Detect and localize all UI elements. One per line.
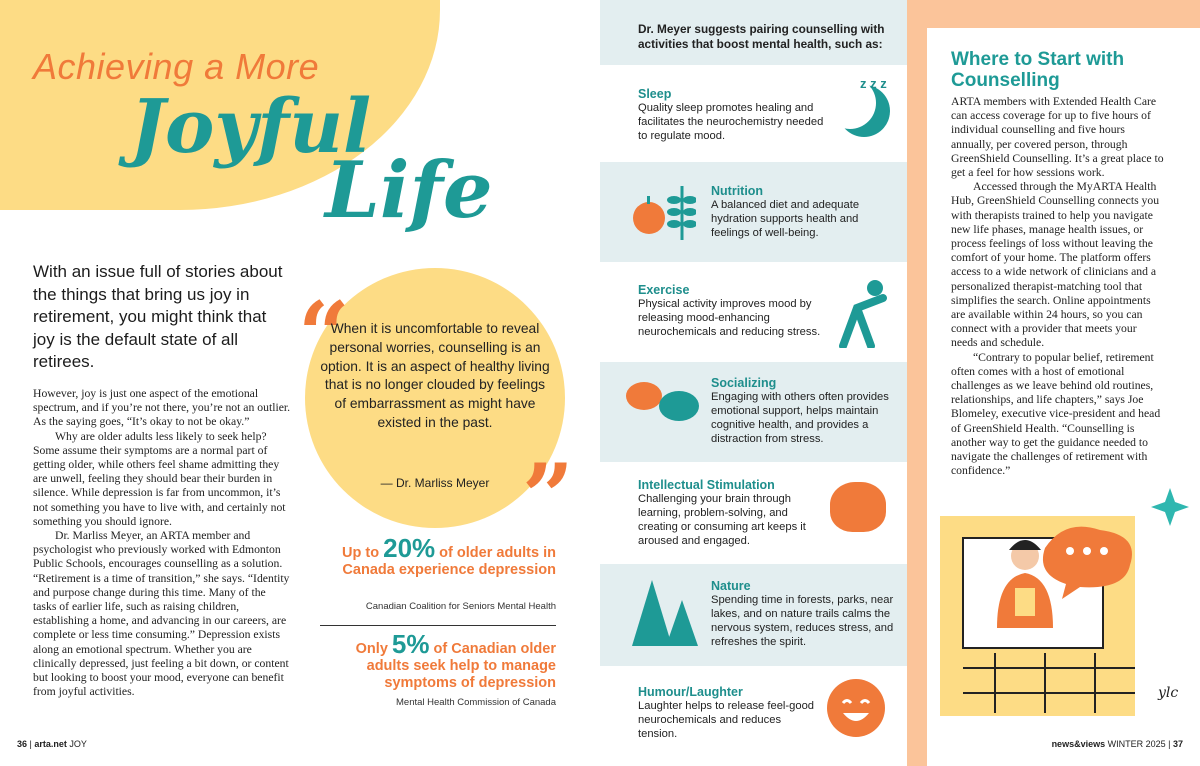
activity-nature bbox=[711, 579, 896, 649]
activity-title: Exercise bbox=[638, 283, 690, 297]
title-line-3: Life bbox=[325, 145, 493, 236]
moon-icon bbox=[838, 85, 890, 137]
paragraph: ARTA members with Extended Health Care can access coverage for up to five hours of individual counselling and five hours annually, per covered person, through GreenShield Counselling. It’s a great place to get a feel for how sessions work. bbox=[951, 95, 1164, 180]
activity-title: Sleep bbox=[638, 87, 672, 101]
sidebar-title: Where to Start with Counselling bbox=[951, 49, 1125, 91]
title-line-2: Joyful bbox=[130, 84, 372, 170]
activity-text: Spending time in forests, parks, near lakes, and on nature trails calms the nervous system, reduces stress, and refreshes the spirit. bbox=[711, 594, 894, 648]
sidebar-body bbox=[951, 95, 1166, 478]
smiley-icon bbox=[826, 678, 886, 743]
activity-title: Socializing bbox=[711, 376, 777, 390]
activity-intellectual-stimulation bbox=[638, 478, 818, 548]
footer-issue: WINTER 2025 bbox=[1107, 739, 1166, 749]
footer-site: arta.net bbox=[34, 739, 67, 749]
activity-sleep bbox=[638, 87, 828, 143]
zzz-icon: z z z bbox=[860, 76, 887, 91]
title-line-1: Achieving a More bbox=[33, 46, 320, 87]
activity-text: Engaging with others often provides emotional support, helps maintain cognitive health, and provides a distraction from stress. bbox=[711, 391, 889, 445]
activity-socializing bbox=[711, 376, 896, 446]
activity-exercise bbox=[638, 283, 833, 339]
apple-wheat-icon bbox=[632, 178, 696, 242]
stat-number: 5% bbox=[391, 629, 430, 659]
stat-pre: Only bbox=[355, 641, 392, 657]
activity-title: Humour/Laughter bbox=[638, 685, 743, 699]
stat-source: Canadian Coalition for Seniors Mental Health bbox=[365, 601, 556, 612]
stat-pre: Up to bbox=[342, 545, 384, 561]
activities-intro: Dr. Meyer suggests pairing counselling with activities that boost mental health, such as: bbox=[638, 22, 885, 51]
close-quote-icon: ” bbox=[522, 444, 574, 550]
paragraph: Accessed through the MyARTA Health Hub, GreenShield Counselling connects you with therapists trained to help you navigate new life phases, manage health issues, or process feelings of loss without leaving the comfort of your home. The platform offers access to a wide network of clinicians and a personalized therapist-matching tool that simplifies the search. Online appointments are available within 24 hours, so you can connect with a provider that meets your needs and schedule. bbox=[951, 180, 1160, 350]
intro-text: With an issue full of stories about the things that bring us joy in retirement, you might think that joy is the default state of all retirees. bbox=[33, 262, 283, 371]
activity-text: Challenging your brain through learning, problem-solving, and creating or consuming art keeps it aroused and engaged. bbox=[638, 493, 806, 547]
stat-2 bbox=[310, 629, 556, 692]
activity-title: Nature bbox=[711, 579, 751, 593]
paragraph: Why are older adults less likely to seek help? Some assume their symptoms are a normal part of getting older, while others feel shame admitting they are unwell, feeling they should bear their burden in silence. While depression is far from uncommon, it’s not something you have to live with, and certainly not something you should ignore. bbox=[33, 429, 286, 528]
illustration-person-at-window bbox=[935, 488, 1195, 723]
trees-icon bbox=[630, 578, 700, 655]
left-body-text bbox=[33, 387, 291, 699]
footer-section: JOY bbox=[69, 739, 87, 749]
quote-attribution: — Dr. Marliss Meyer bbox=[380, 476, 490, 490]
stat-number: 20% bbox=[383, 533, 436, 563]
speech-bubbles-icon bbox=[624, 378, 704, 433]
paragraph: However, joy is just one aspect of the emotional spectrum, and if you’re not there, you’re not an outlier. As the saying goes, “It’s okay to not be okay.” bbox=[33, 387, 291, 429]
open-quote-icon: “ bbox=[298, 282, 350, 388]
activity-text: Physical activity improves mood by releasing mood-enhancing neurochemicals and reducing stress. bbox=[638, 298, 821, 338]
stretching-person-icon bbox=[835, 278, 890, 353]
activity-text: A balanced diet and adequate hydration supports health and feelings of well-being. bbox=[711, 199, 860, 239]
footer-right: news&views WINTER 2025 | 37 bbox=[1051, 739, 1183, 749]
pull-quote: When it is uncomfortable to reveal personal worries, counselling is an option. It is an aspect of healthy living that is no longer clouded by feelings of embarrassment as might have existed in the past. bbox=[320, 321, 550, 430]
stat-1 bbox=[310, 533, 556, 579]
activity-text: Laughter helps to release feel-good neurochemicals and reduces tension. bbox=[638, 700, 815, 740]
stat-post: of Canadian older adults seek help to manage symptoms of depression bbox=[366, 641, 556, 691]
page-number: 36 bbox=[17, 739, 28, 749]
stat-source: Mental Health Commission of Canada bbox=[396, 697, 556, 708]
activity-nutrition bbox=[711, 184, 891, 240]
artist-signature: ylc bbox=[1158, 685, 1179, 701]
stat-post: of older adults in Canada experience depression bbox=[342, 545, 556, 578]
brain-icon bbox=[830, 482, 886, 532]
divider bbox=[320, 625, 556, 626]
activity-humour bbox=[638, 685, 818, 741]
footer-left: 36 | arta.net JOY bbox=[17, 739, 87, 749]
activity-title: Intellectual Stimulation bbox=[638, 478, 775, 492]
page-number: 37 bbox=[1172, 739, 1183, 749]
footer-brand: news&views bbox=[1051, 739, 1106, 749]
activity-title: Nutrition bbox=[711, 184, 764, 198]
activity-text: Quality sleep promotes healing and facilitates the neurochemistry needed to regulate mood. bbox=[638, 102, 824, 142]
paragraph: “Contrary to popular belief, retirement often comes with a host of emotional challenges as we leave behind old routines, relationships, and life chapters,” says Joe Blomeley, executive vice-president and head of GreenShield Health. “Counselling is another way to get the guidance needed to navigate the challenges of retirement with confidence.” bbox=[951, 350, 1161, 478]
paragraph: Dr. Marliss Meyer, an ARTA member and psychologist who previously worked with Edmonton Public Schools, encourages counselling as a solution. “Retirement is a time of transition,” she says. “Identity and purpose change during this time. Many of the tasks of earlier life, such as raising children, establishing a home, and advancing in our careers, are complete or less time consuming.” Depression exists along an emotional spectrum. Whether you are clinically depressed, just feeling a bit down, or content but looking to boost your mood, everyone can benefit from joyful activities. bbox=[33, 529, 290, 699]
